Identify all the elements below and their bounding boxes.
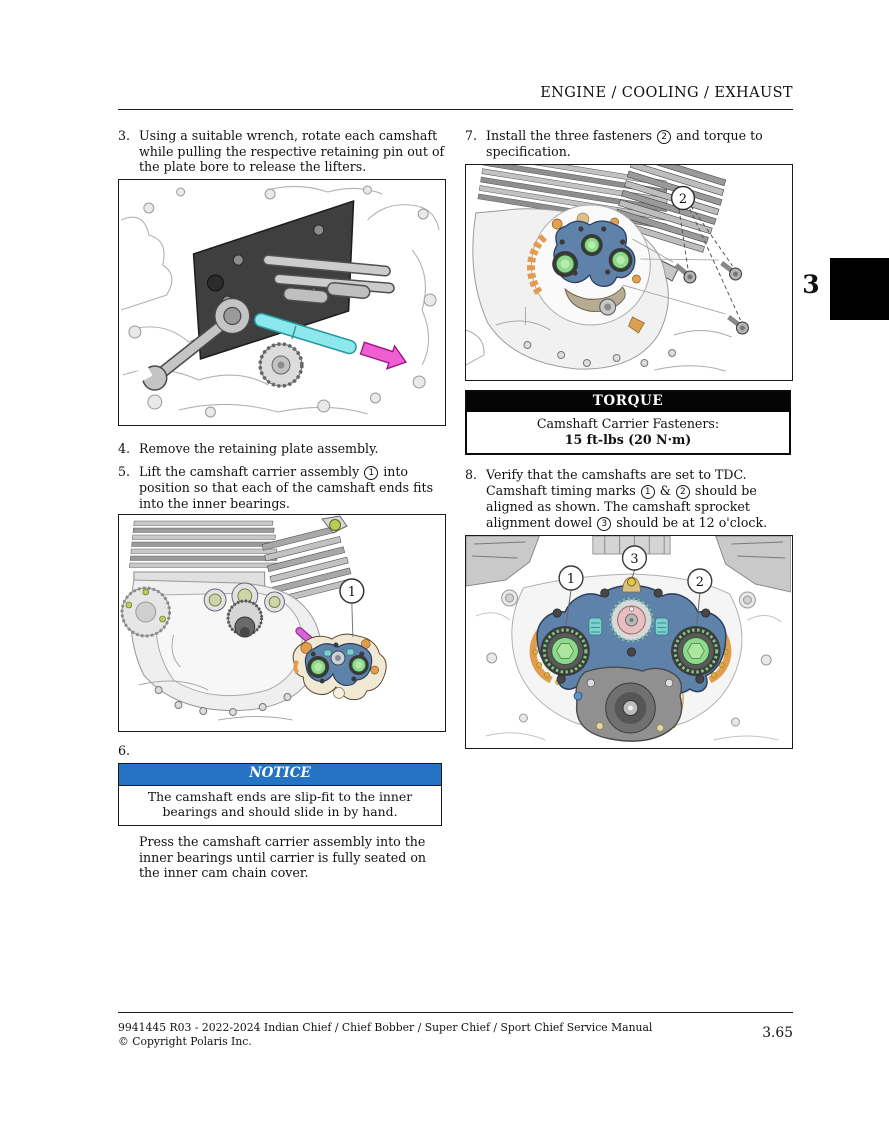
figure-carrier-into-position: [118, 514, 446, 732]
left-sprocket: [122, 588, 170, 636]
footer-manual-title: 9941445 R03 - 2022-2024 Indian Chief / Chief Bobber / Super Chief / Sport Chief Service Manual: [118, 1021, 653, 1034]
pull-direction-arrow-icon: [361, 342, 406, 368]
header-rule: [118, 109, 793, 110]
callout-3-inline: 3: [597, 517, 611, 531]
notice-box: [118, 763, 442, 826]
retaining-pin-illustration: [119, 180, 445, 425]
figure-timing-marks: [465, 535, 793, 749]
notice-title: NOTICE: [119, 764, 441, 786]
step-4: [118, 441, 449, 457]
step-8-text: [486, 467, 794, 530]
callout-2-label: 2: [678, 191, 688, 207]
fastener-install-illustration: [466, 165, 791, 380]
right-cam-bearing: [671, 626, 721, 676]
step-4-number: 4.: [118, 440, 131, 456]
orange-patch: [632, 275, 640, 283]
callout-1-label: 1: [566, 571, 576, 587]
step-5: [118, 464, 449, 511]
step-8: [465, 467, 794, 530]
step-8-text-part: should be aligned as shown. The camshaft sprocket alignment dowel: [486, 482, 757, 530]
fasteners: [676, 263, 748, 334]
callout-1-label: 1: [347, 584, 356, 600]
footer-rule: [118, 1012, 793, 1013]
step-8-text-part: Verify that the camshafts are set to TDC. Camshaft timing marks: [486, 467, 747, 498]
step-3-text: Using a suitable wrench, rotate each camshaft while pulling the respective retaining pin out of the plate bore to release the lifters.: [139, 128, 445, 175]
torque-spec-name: Camshaft Carrier Fasteners:: [536, 416, 720, 432]
orange-patch: [552, 219, 562, 229]
callout-3-label: 3: [630, 551, 639, 567]
torque-box: [465, 390, 791, 456]
step-5-number: 5.: [118, 464, 131, 480]
step-3-number: 3.: [118, 128, 131, 143]
callout-1-inline: 1: [364, 466, 378, 480]
left-cam-bearing: [540, 626, 590, 676]
step-5-text-part: into position so that each of the camshaft ends fits into the inner bearings.: [139, 464, 434, 511]
callout-2: [688, 569, 712, 593]
cylinder-fins-left: [129, 521, 281, 568]
callout-1: [340, 579, 364, 637]
callout-1: [559, 566, 583, 590]
step-6: [118, 743, 449, 759]
step-6-number: 6.: [118, 742, 131, 758]
cylinder-base-right: [716, 536, 791, 592]
step-3: [118, 128, 449, 175]
timing-marks-illustration: [466, 536, 791, 748]
torque-spec-value: 15 ft-lbs (20 N·m): [564, 431, 692, 447]
footer-copyright: © Copyright Polaris Inc.: [118, 1034, 252, 1048]
step-7-text: [486, 128, 794, 160]
chapter-tab: [830, 258, 889, 320]
page-number: 3.65: [762, 1025, 793, 1041]
callout-1-inline: 1: [641, 485, 655, 499]
press-note-paragraph: Press the camshaft carrier assembly into the inner bearings until carrier is fully seated on the inner cam chain cover.: [139, 833, 427, 881]
installed-carrier: [552, 221, 635, 286]
right-column: [465, 126, 794, 749]
rocker-bolt: [330, 519, 341, 530]
torque-title: TORQUE: [467, 392, 789, 413]
cam-chain-cover: [574, 667, 682, 741]
page-header-title: ENGINE / COOLING / EXHAUST: [540, 85, 793, 101]
plate-bore: [207, 275, 223, 291]
step-5-text-part: Lift the camshaft carrier assembly: [139, 464, 364, 480]
step-7-text-part: Install the three fasteners: [486, 128, 657, 143]
center-sprocket: [611, 599, 653, 641]
step-5-text: [139, 464, 449, 511]
crank-stub-center: [604, 303, 611, 310]
callout-2: [672, 186, 695, 209]
step-4-text: Remove the retaining plate assembly.: [139, 440, 379, 456]
camshaft-carrier-assembly: [293, 634, 386, 700]
footer: [118, 1021, 718, 1048]
callout-2-inline: 2: [676, 485, 690, 499]
step-8-text-part: should be at 12 o'clock.: [612, 514, 768, 530]
callout-2-inline: 2: [657, 130, 671, 144]
timing-gear: [260, 344, 302, 386]
alignment-dowel: [628, 578, 636, 586]
callout-2-label: 2: [695, 574, 704, 590]
callout-3: [623, 546, 647, 570]
step-7: [465, 128, 794, 160]
figure-retaining-pin-removal: [118, 179, 446, 426]
chapter-number: 3: [802, 270, 820, 299]
step-7-number: 7.: [465, 128, 478, 143]
torque-body: [467, 412, 789, 453]
carrier-position-illustration: [119, 515, 445, 731]
left-column: [118, 126, 449, 881]
notice-body: The camshaft ends are slip-fit to the inner bearings and should slide in by hand.: [147, 788, 413, 820]
step-8-text-part: &: [655, 482, 675, 498]
step-8-number: 8.: [465, 467, 478, 483]
step-7-text-part: and torque to specification.: [486, 128, 763, 159]
retaining-pins: [268, 260, 389, 297]
figure-fastener-install: [465, 164, 793, 381]
